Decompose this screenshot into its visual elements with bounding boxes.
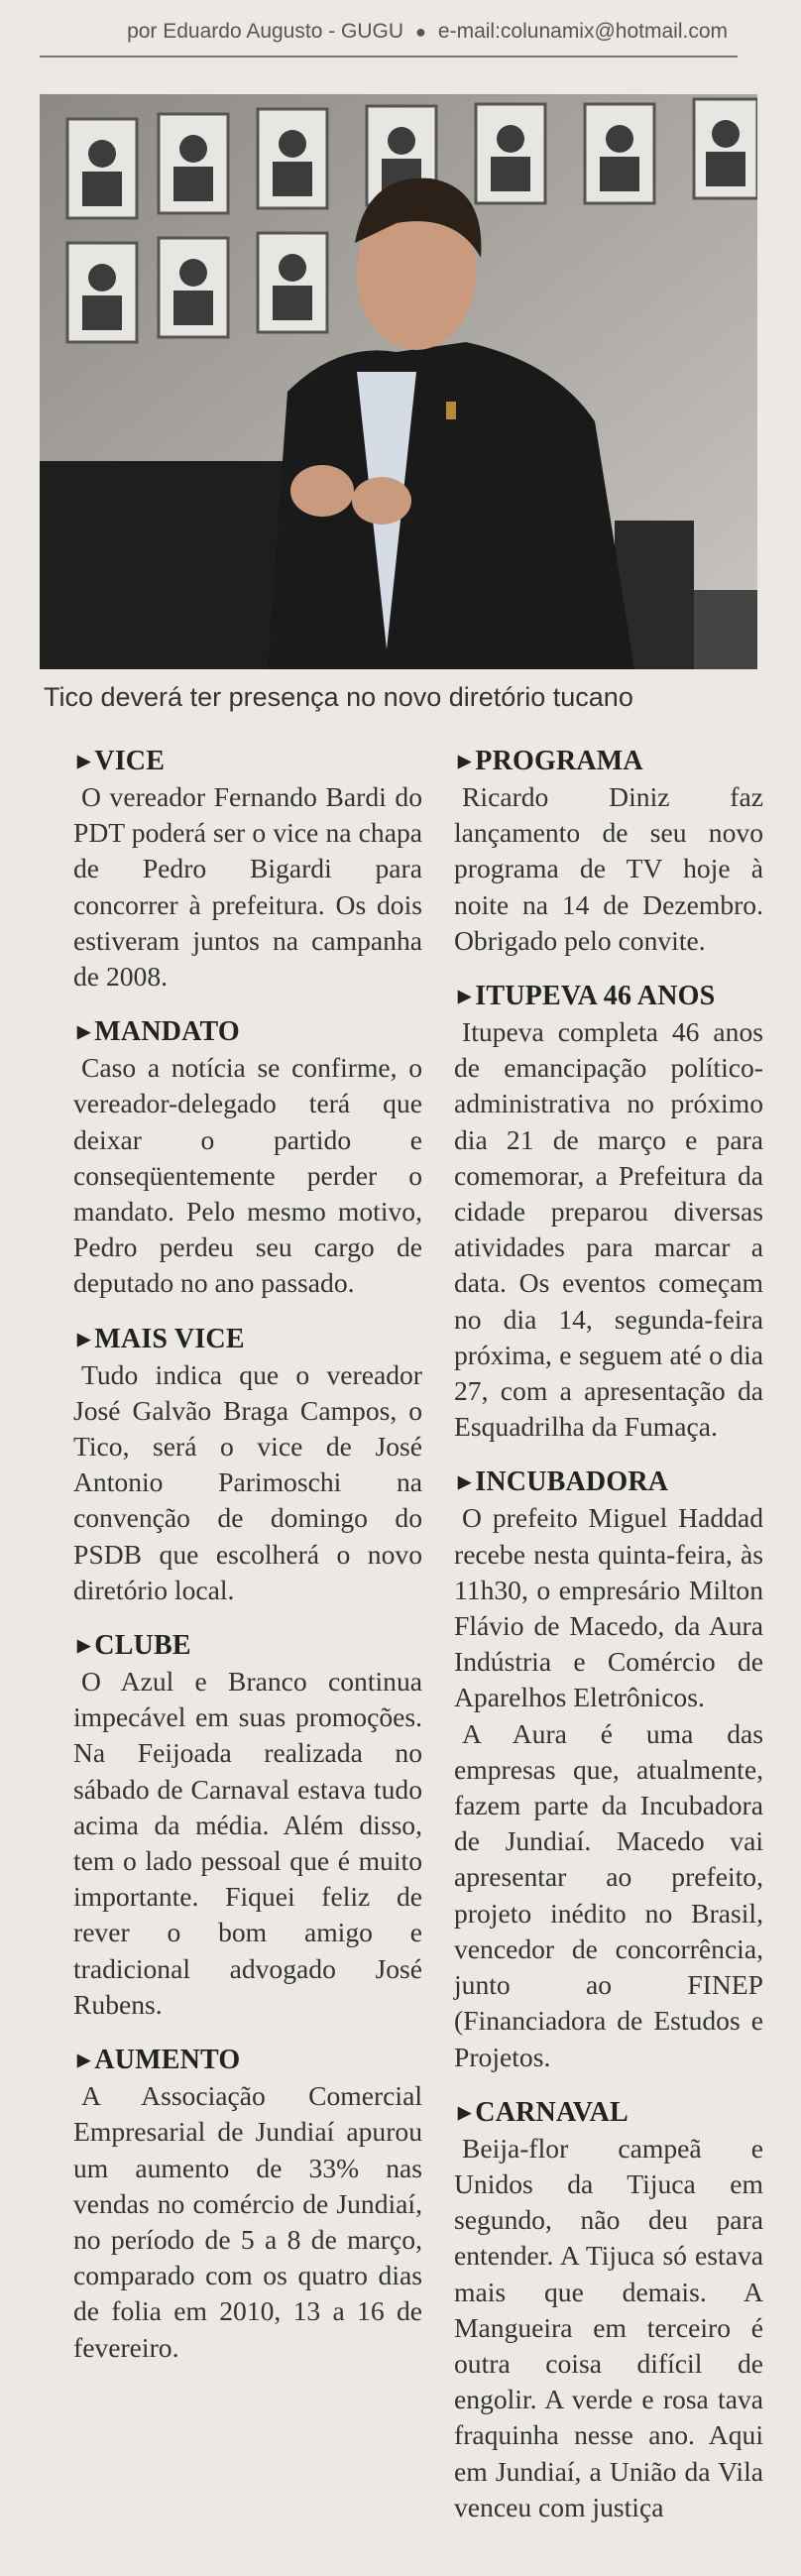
section-heading: ▶ INCUBADORA [458,1466,669,1498]
photo-caption: Tico deverá ter presença no novo diretório tucano [44,682,633,712]
section-heading: ▶ CARNAVAL [458,2096,629,2128]
section-text: O prefeito Miguel Haddad recebe nesta quinta-feira, às 11h30, o empresário Milton Flávio de Macedo, da Aura Indústria e Comércio de Aparelhos Eletrônicos. [454,1502,763,1713]
triangle-bullet-icon: ▶ [458,987,472,1006]
section-mais-vice [73,1324,422,1608]
section-heading: ▶ MANDATO [77,1016,240,1048]
section-mandato [73,1016,422,1301]
triangle-bullet-icon: ▶ [458,2102,472,2122]
photo-icon [40,94,757,669]
triangle-bullet-icon: ▶ [77,1636,91,1656]
section-clube [73,1630,422,2023]
section-carnaval [454,2097,763,2525]
section-text: O vereador Fernando Bardi do PDT poderá ser o vice na chapa de Pedro Bigardi para concorrer à prefeitura. Os dois estiveram juntos na campanha de 2008. [73,781,422,993]
section-text: Beija-flor campeã e Unidos da Tijuca em segundo, não deu para entender. A Tijuca só estava mais que demais. A Mangueira em terceiro é outra coisa difícil de engolir. A verde e rosa tava fraquinha nesse ano. Aqui em Jundiaí, a União da Vila venceu com justiça [454,2132,763,2522]
section-text: Caso a notícia se confirme, o vereador-delegado terá que deixar o partido e conseqüentemente perder o mandato. Pelo mesmo motivo, Pedro perdeu seu cargo de deputado no ano passado. [73,1052,422,1299]
triangle-bullet-icon: ▶ [458,1472,472,1492]
triangle-bullet-icon: ▶ [77,2050,91,2070]
column-header [40,0,738,58]
section-heading: ▶ VICE [77,746,166,776]
section-vice [73,746,422,995]
section-text: Itupeva completa 46 anos de emancipação político-administrativa no próximo dia 21 de março e para comemorar, a Prefeitura da cidade preparou diversas atividades para marcar a data. Os eventos começam no dia 14, segunda-feira próxima, e seguem até o dia 27, com a apresentação da Esquadrilha da Fumaça. [454,1016,763,1443]
section-text-continued: A Aura é uma das empresas que, atualmente, fazem parte da Incubadora de Jundiaí. Macedo vai apresentar ao prefeito, projeto inédito no Brasil, vencedor de concorrência, junto ao FINEP (Financiadora de Estudos e Projetos. [454,1717,763,2072]
triangle-bullet-icon: ▶ [458,752,472,770]
header-byline-line [127,20,728,44]
section-heading: ▶ AUMENTO [77,2045,241,2076]
triangle-bullet-icon: ▶ [77,1022,91,1042]
right-column [454,746,763,2547]
section-aumento [73,2045,422,2366]
section-heading: ▶ CLUBE [77,1630,191,1662]
section-itupeva [454,981,763,1445]
triangle-bullet-icon: ▶ [77,1329,91,1348]
section-text: O Azul e Branco continua impecável em suas promoções. Na Feijoada realizada no sábado de Carnaval estava tudo acima da média. Além disso, tem o lado pessoal que é muito importante. Fiquei feliz de rever o bom amigo e tradicional advogado José Rubens. [73,1666,422,2020]
section-heading: ▶ MAIS VICE [77,1323,245,1354]
news-photo [40,94,757,669]
left-column [73,746,422,2388]
bullet-icon: ● [415,22,426,42]
author-email: e-mail:colunamix@hotmail.com [437,20,728,43]
author-byline: por Eduardo Augusto - GUGU [127,20,404,43]
section-heading: ▶ PROGRAMA [458,746,643,776]
section-text: Ricardo Diniz faz lançamento de seu novo programa de TV hoje à noite na 14 de Dezembro. Obrigado pelo convite. [454,781,763,956]
section-incubadora [454,1466,763,2074]
section-text: A Associação Comercial Empresarial de Jundiaí apurou um aumento de 33% nas vendas no comércio de Jundiaí, no período de 5 a 8 de março, comparado com os quatro dias de folia em 2010, 13 a 16 de fevereiro. [73,2080,422,2363]
section-heading: ▶ ITUPEVA 46 ANOS [458,981,716,1012]
triangle-bullet-icon: ▶ [77,752,91,770]
section-programa [454,746,763,959]
section-text: Tudo indica que o vereador José Galvão Braga Campos, o Tico, será o vice de José Antonio Parimoschi na convenção de domingo do PSDB que escolherá o novo diretório local. [73,1358,422,1605]
